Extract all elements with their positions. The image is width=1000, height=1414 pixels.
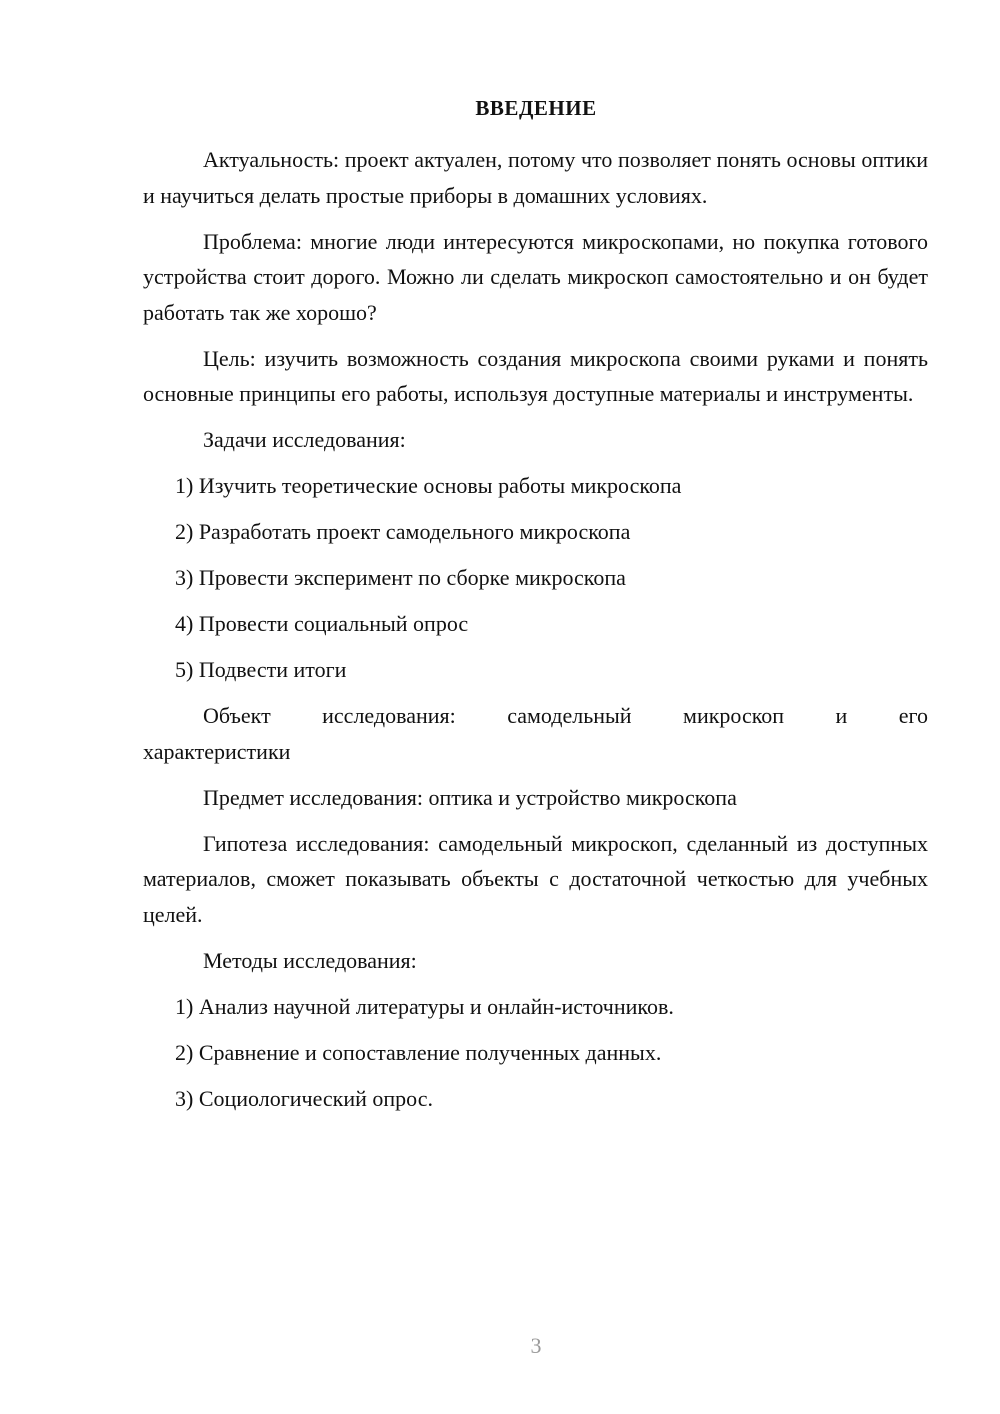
goal-paragraph: Цель: изучить возможность создания микроскопа своими руками и понять основные принципы его работы, используя доступные материалы и инструменты. [143, 345, 928, 406]
tasks-heading: Задачи исследования: [203, 427, 406, 452]
method-item: 2) Сравнение и сопоставление полученных данных. [175, 1039, 662, 1065]
object-line-2: характеристики [143, 738, 291, 764]
relevance-paragraph: Актуальность: проект актуален, потому что позволяет понять основы оптики и научиться делать простые приборы в домашних условиях. [143, 147, 928, 208]
subject-paragraph: Предмет исследования: оптика и устройство микроскопа [203, 784, 737, 810]
section-title: ВВЕДЕНИЕ [475, 96, 597, 120]
task-item: 5) Подвести итоги [175, 657, 347, 682]
task-item: 3) Провести эксперимент по сборке микроскопа [175, 565, 626, 590]
page-number: 3 [530, 1333, 542, 1358]
methods-heading: Методы исследования: [203, 947, 417, 973]
task-item: 2) Разработать проект самодельного микроскопа [175, 519, 631, 544]
method-item: 1) Анализ научной литературы и онлайн-источников. [175, 993, 674, 1019]
object-paragraph [143, 698, 928, 734]
object-line-1: Объект исследования: самодельный микроскоп и его [203, 703, 928, 728]
method-item: 3) Социологический опрос. [175, 1085, 433, 1111]
hypothesis-paragraph: Гипотеза исследования: самодельный микроскоп, сделанный из доступных материалов, сможет показывать объекты с достаточной четкостью для учебных целей. [143, 830, 928, 927]
task-item: 1) Изучить теоретические основы работы микроскопа [175, 473, 682, 498]
document-body [143, 142, 928, 1127]
problem-paragraph: Проблема: многие люди интересуются микроскопами, но покупка готового устройства стоит дорого. Можно ли сделать микроскоп самостоятельно и он будет работать так же хорошо? [143, 228, 928, 325]
task-item: 4) Провести социальный опрос [175, 611, 469, 636]
